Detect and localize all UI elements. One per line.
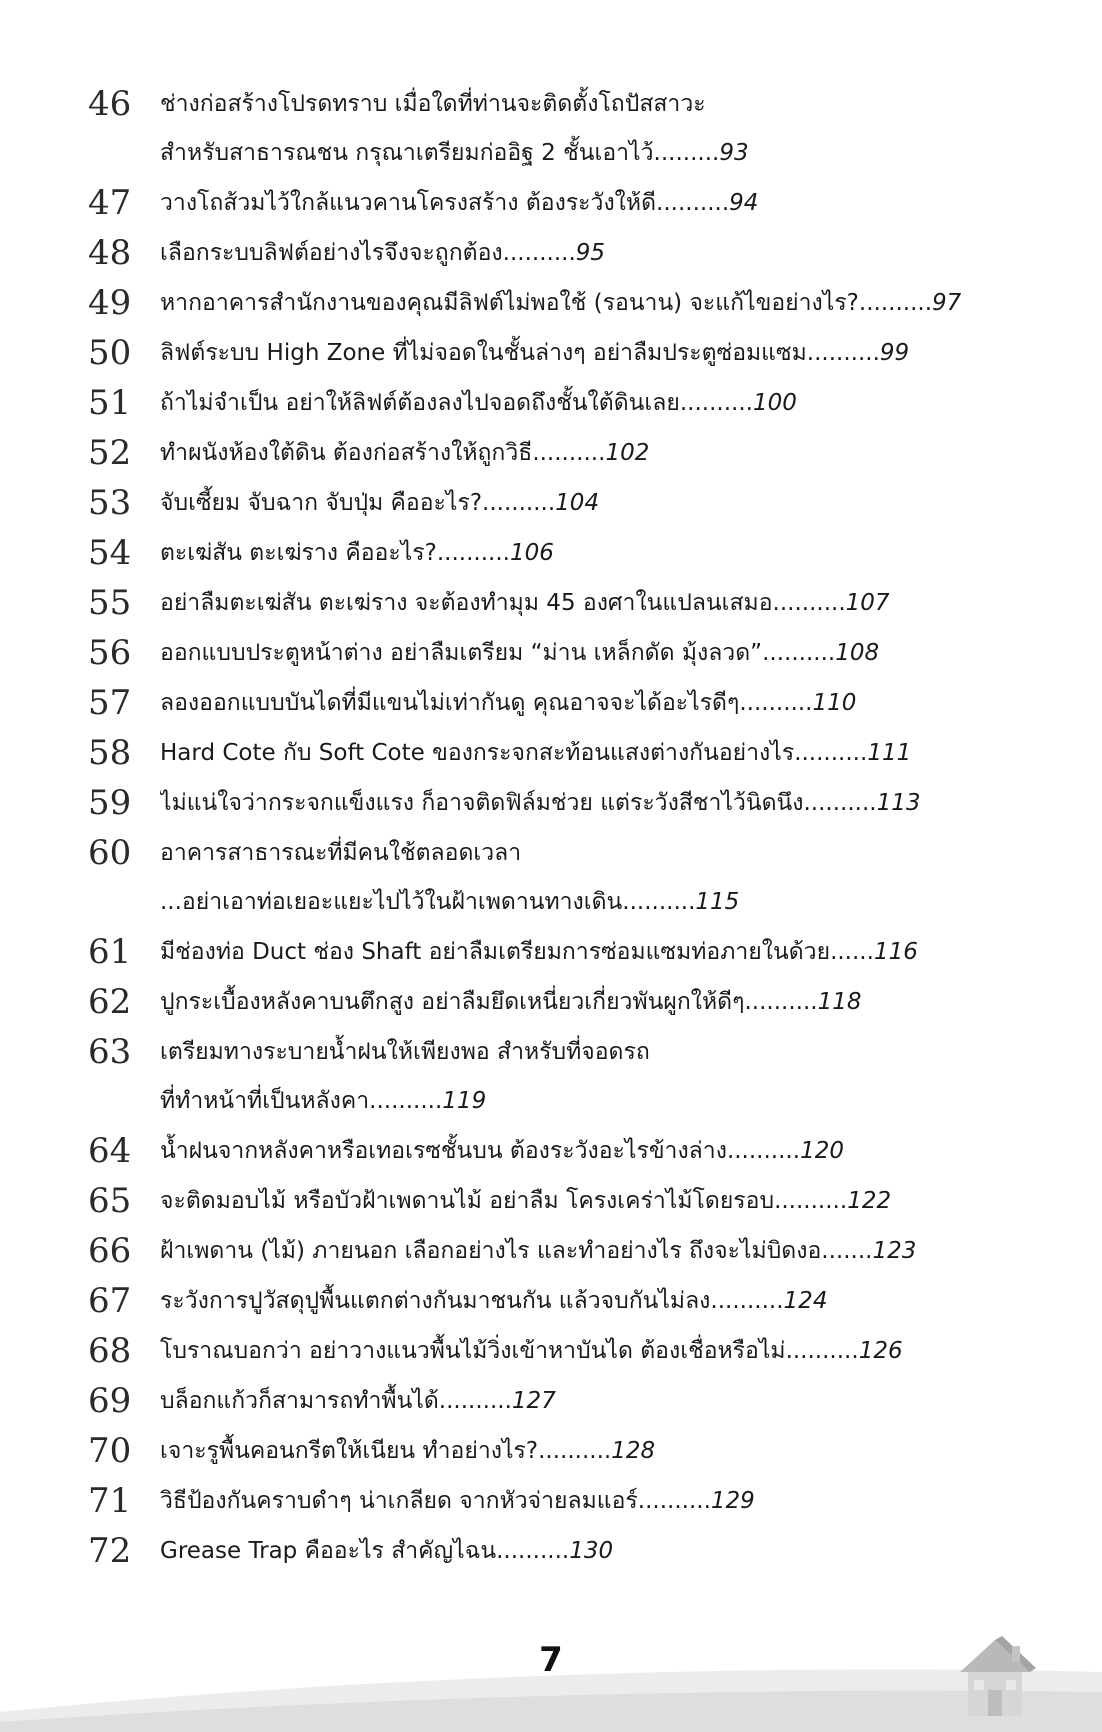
toc-entry — [0, 1127, 1102, 1176]
leader-dots: .......... — [794, 740, 868, 766]
entry-title-line — [160, 729, 1040, 778]
entry-page-number: 118 — [817, 989, 862, 1015]
entry-number: 56 — [88, 633, 132, 673]
entry-number: 57 — [88, 683, 132, 723]
entry-title: ทำผนังห้องใต้ดิน ต้องก่อสร้างให้ถูกวิธี — [160, 440, 533, 466]
entry-title: โบราณบอกว่า อย่าวางแนวพื้นไม้วิ่งเข้าหาบันได ต้องเชื่อหรือไม่ — [160, 1338, 786, 1364]
entry-title: ตะเฆ่สัน ตะเฆ่ราง คืออะไร? — [160, 540, 437, 566]
entry-title: เจาะรูพื้นคอนกรีตให้เนียน ทำอย่างไร? — [160, 1438, 539, 1464]
toc-entry — [0, 1377, 1102, 1426]
toc-entry — [0, 1227, 1102, 1276]
entry-title: ออกแบบประตูหน้าต่าง อย่าลืมเตรียม “ม่าน เหล็กดัด มุ้งลวด” — [160, 640, 763, 666]
house-icon — [950, 1632, 1040, 1720]
entry-title: ระวังการปูวัสดุปูพื้นแตกต่างกันมาชนกัน แล้วจบกันไม่ลง — [160, 1288, 711, 1314]
entry-title: จะติดมอบไม้ หรือบัวฝ้าเพดานไม้ อย่าลืม โครงเคร่าไม้โดยรอบ — [160, 1188, 775, 1214]
leader-dots: .......... — [726, 1138, 801, 1164]
entry-title: ฝ้าเพดาน (ไม้) ภายนอก เลือกอย่างไร และทำอย่างไร ถึงจะไม่บิดงอ — [160, 1238, 822, 1264]
entry-title: สำหรับสาธารณชน กรุณาเตรียมก่ออิฐ 2 ชั้นเอาไว้ — [160, 140, 654, 166]
entry-number: 47 — [88, 183, 132, 223]
entry-page-number: 113 — [876, 790, 921, 816]
entry-number: 53 — [88, 483, 132, 523]
entry-number: 54 — [88, 533, 132, 573]
toc-entry — [0, 229, 1102, 278]
toc-entry — [0, 978, 1102, 1027]
leader-dots: .......... — [679, 390, 753, 416]
entry-number: 71 — [88, 1481, 132, 1521]
entry-page-number: 93 — [719, 140, 749, 166]
page-number: 7 — [539, 1640, 563, 1680]
entry-title: วิธีป้องกันคราบดำๆ น่าเกลียด จากหัวจ่ายลมแอร์ — [160, 1488, 638, 1514]
entry-number: 69 — [88, 1381, 132, 1421]
entry-title: อย่าลืมตะเฆ่สัน ตะเฆ่ราง จะต้องทำมุม 45 องศาในแปลนเสมอ — [160, 590, 773, 616]
entry-title: ช่างก่อสร้างโปรดทราบ เมื่อใดที่ท่านจะติดตั้งโถปัสสาวะ — [160, 91, 706, 117]
entry-page-number: 128 — [611, 1438, 656, 1464]
entry-title-line — [160, 1127, 1040, 1176]
entry-number: 65 — [88, 1181, 132, 1221]
entry-number: 59 — [88, 783, 132, 823]
entry-number: 66 — [88, 1231, 132, 1271]
entry-number: 64 — [88, 1131, 132, 1171]
leader-dots: .......... — [772, 590, 846, 616]
entry-title-line — [160, 1427, 1040, 1476]
toc-entry — [0, 80, 1102, 178]
entry-page-number: 106 — [509, 540, 554, 566]
toc-entry — [0, 179, 1102, 228]
leader-dots: .......... — [438, 1388, 512, 1414]
entry-title-line — [160, 429, 1040, 478]
leader-dots: .......... — [785, 1338, 859, 1364]
entry-number: 52 — [88, 433, 132, 473]
entry-title-line — [160, 829, 1040, 878]
toc-entry — [0, 579, 1102, 628]
table-of-contents — [0, 80, 1102, 1577]
entry-title: ลิฟต์ระบบ High Zone ที่ไม่จอดในชั้นล่างๆ อย่าลืมประตูซ่อมแซม — [160, 340, 807, 366]
entry-page-number: 104 — [555, 490, 600, 516]
toc-entry — [0, 479, 1102, 528]
entry-title: น้ำฝนจากหลังคาหรือเทอเรซชั้นบน ต้องระวังอะไรข้างล่าง — [160, 1138, 727, 1164]
toc-entry — [0, 1477, 1102, 1526]
entry-title-line — [160, 379, 1040, 428]
entry-title-line — [160, 579, 1040, 628]
leader-dots: .......... — [858, 290, 933, 316]
entry-number: 51 — [88, 383, 132, 423]
toc-entry — [0, 1028, 1102, 1126]
entry-title: ...อย่าเอาท่อเยอะแยะไปไว้ในฝ้าเพดานทางเดิน — [160, 889, 623, 915]
entry-title: วางโถส้วมไว้ใกล้แนวคานโครงสร้าง ต้องระวังให้ดี — [160, 190, 657, 216]
entry-page-number: 108 — [835, 640, 880, 666]
leader-dots: .......... — [803, 790, 877, 816]
leader-dots: ...... — [830, 939, 874, 965]
entry-page-number: 120 — [800, 1138, 844, 1164]
toc-entry — [0, 779, 1102, 828]
entry-title: เลือกระบบลิฟต์อย่างไรจึงจะถูกต้อง — [160, 240, 503, 266]
toc-entry — [0, 1277, 1102, 1326]
entry-page-number: 99 — [879, 340, 910, 366]
entry-number: 58 — [88, 733, 132, 773]
entry-title: Hard Cote กับ Soft Cote ของกระจกสะท้อนแสงต่างกันอย่างไร — [160, 740, 795, 766]
entry-page-number: 111 — [867, 740, 912, 766]
entry-title-line — [160, 279, 1040, 328]
entry-page-number: 119 — [442, 1088, 487, 1114]
entry-number: 67 — [88, 1281, 132, 1321]
entry-title-line — [160, 1177, 1040, 1226]
leader-dots: .......... — [436, 540, 510, 566]
toc-entry — [0, 679, 1102, 728]
toc-entry — [0, 379, 1102, 428]
entry-title-line — [160, 679, 1040, 728]
toc-entry — [0, 279, 1102, 328]
leader-dots: .......... — [637, 1488, 711, 1514]
entry-number: 60 — [88, 833, 132, 873]
entry-title-line — [160, 129, 1040, 178]
entry-title: ถ้าไม่จำเป็น อย่าให้ลิฟต์ต้องลงไปจอดถึงชั้นใต้ดินเลย — [160, 390, 680, 416]
toc-entry — [0, 1427, 1102, 1476]
entry-page-number: 115 — [695, 889, 740, 915]
leader-dots: .......... — [622, 889, 696, 915]
entry-title-line — [160, 80, 1040, 129]
entry-title-line — [160, 1477, 1040, 1526]
entry-page-number: 94 — [729, 190, 759, 216]
leader-dots: .......... — [496, 1538, 570, 1564]
entry-page-number: 127 — [511, 1388, 556, 1414]
entry-number: 68 — [88, 1331, 132, 1371]
entry-number: 61 — [88, 932, 132, 972]
entry-title: ลองออกแบบบันไดที่มีแขนไม่เท่ากันดู คุณอาจจะได้อะไรดีๆ — [160, 690, 740, 716]
entry-page-number: 107 — [845, 590, 890, 616]
leader-dots: .......... — [739, 690, 813, 716]
entry-number: 46 — [88, 84, 132, 124]
entry-title-line — [160, 229, 1040, 278]
leader-dots: .......... — [762, 640, 836, 666]
entry-number: 48 — [88, 233, 132, 273]
entry-number: 63 — [88, 1032, 132, 1072]
leader-dots: .......... — [744, 989, 818, 1015]
footer-swoosh — [0, 1642, 1102, 1732]
entry-title-line — [160, 928, 1040, 977]
leader-dots: .......... — [502, 240, 576, 266]
entry-page-number: 100 — [752, 390, 797, 416]
entry-title: มีช่องท่อ Duct ช่อง Shaft อย่าลืมเตรียมการซ่อมแซมท่อภายในด้วย — [160, 939, 831, 965]
toc-entry — [0, 829, 1102, 927]
entry-title-line — [160, 1377, 1040, 1426]
entry-page-number: 116 — [873, 939, 918, 965]
entry-number: 50 — [88, 333, 132, 373]
entry-title-line — [160, 1527, 1040, 1576]
toc-entry — [0, 1177, 1102, 1226]
entry-page-number: 97 — [932, 290, 962, 316]
entry-title-line — [160, 978, 1040, 1027]
toc-entry — [0, 629, 1102, 678]
entry-title: ไม่แน่ใจว่ากระจกแข็งแรง ก็อาจติดฟิล์มช่วย แต่ระวังสีชาไว้นิดนึง — [160, 790, 804, 816]
leader-dots: ....... — [821, 1238, 873, 1264]
entry-title: อาคารสาธารณะที่มีคนใช้ตลอดเวลา — [160, 840, 522, 866]
entry-page-number: 123 — [872, 1238, 917, 1264]
entry-title: บล็อกแก้วก็สามารถทำพื้นได้ — [160, 1388, 439, 1414]
leader-dots: .......... — [482, 490, 556, 516]
entry-title-line — [160, 1028, 1040, 1077]
toc-entry — [0, 729, 1102, 778]
entry-title: ที่ทำหน้าที่เป็นหลังคา — [160, 1088, 370, 1114]
leader-dots: .......... — [806, 340, 880, 366]
leader-dots: ......... — [653, 140, 720, 166]
toc-entry — [0, 1527, 1102, 1576]
entry-page-number: 122 — [847, 1188, 892, 1214]
leader-dots: .......... — [369, 1088, 443, 1114]
entry-title: จับเซี้ยม จับฉาก จับปุ่ม คืออะไร? — [160, 490, 483, 516]
entry-title: Grease Trap คืออะไร สำคัญไฉน — [160, 1538, 497, 1564]
toc-entry — [0, 529, 1102, 578]
entry-title-line — [160, 1077, 1040, 1126]
entry-page-number: 95 — [575, 240, 606, 266]
entry-title-line — [160, 1277, 1040, 1326]
entry-title: ปูกระเบื้องหลังคาบนตึกสูง อย่าลืมยึดเหนี่ยวเกี่ยวพันผูกให้ดีๆ — [160, 989, 745, 1015]
entry-page-number: 102 — [605, 440, 650, 466]
entry-page-number: 124 — [783, 1288, 828, 1314]
entry-title: หากอาคารสำนักงานของคุณมีลิฟต์ไม่พอใช้ (รอนาน) จะแก้ไขอย่างไร? — [160, 290, 859, 316]
toc-entry — [0, 329, 1102, 378]
leader-dots: .......... — [656, 190, 730, 216]
entry-number: 55 — [88, 583, 132, 623]
leader-dots: .......... — [532, 440, 606, 466]
toc-entry — [0, 1327, 1102, 1376]
entry-title: เตรียมทางระบายน้ำฝนให้เพียงพอ สำหรับที่จอดรถ — [160, 1039, 650, 1065]
entry-title-line — [160, 1327, 1040, 1376]
leader-dots: .......... — [774, 1188, 848, 1214]
entry-title-line — [160, 1227, 1040, 1276]
entry-title-line — [160, 179, 1040, 228]
toc-entry — [0, 928, 1102, 977]
entry-number: 70 — [88, 1431, 132, 1471]
entry-number: 72 — [88, 1531, 132, 1571]
entry-page-number: 130 — [569, 1538, 614, 1564]
entry-number: 62 — [88, 982, 132, 1022]
entry-title-line — [160, 479, 1040, 528]
entry-title-line — [160, 779, 1040, 828]
entry-title-line — [160, 629, 1040, 678]
entry-page-number: 126 — [858, 1338, 903, 1364]
entry-title-line — [160, 329, 1040, 378]
entry-number: 49 — [88, 283, 132, 323]
entry-page-number: 110 — [812, 690, 857, 716]
entry-page-number: 129 — [710, 1488, 755, 1514]
leader-dots: .......... — [710, 1288, 784, 1314]
toc-entry — [0, 429, 1102, 478]
entry-title-line — [160, 878, 1040, 927]
leader-dots: .......... — [538, 1438, 612, 1464]
entry-title-line — [160, 529, 1040, 578]
